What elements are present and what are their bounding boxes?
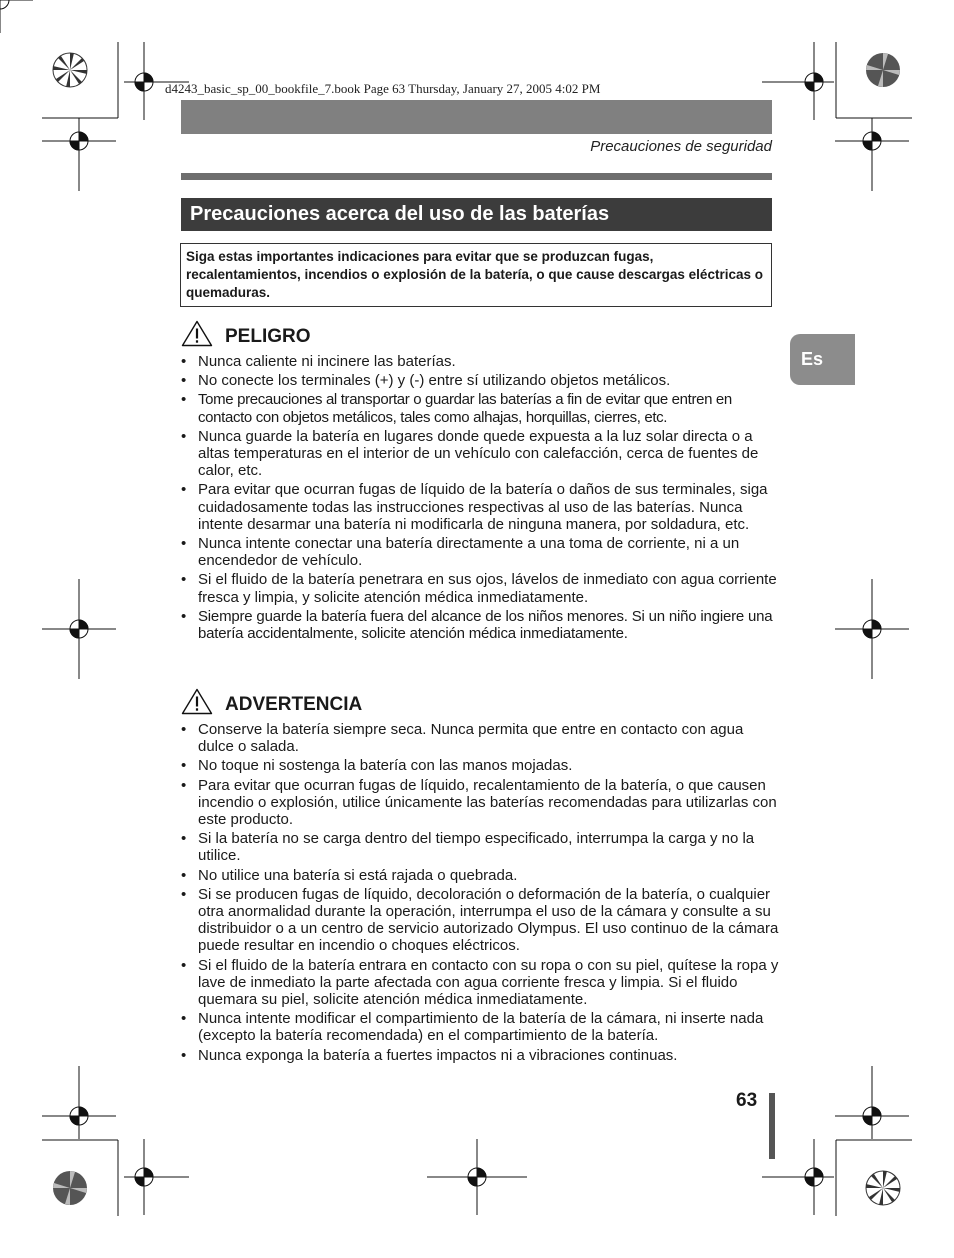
language-tab: Es [790,334,855,385]
list-item: • Si el fluido de la batería penetrara en sus ojos, lávelos de inmediato con agua corriente fresca y limpia, y solicite atención médica inmediatamente. [180,571,780,605]
list-item: • No conecte los terminales (+) y (-) entre sí utilizando objetos metálicos. [180,372,780,389]
advertencia-list [180,721,780,1066]
page-number: 63 [736,1090,758,1111]
list-item: • Tome precauciones al transportar o guardar las baterías a fin de evitar que entren en contacto con objetos metálicos, tales como alhajas, horquillas, cierres, etc. [180,391,780,425]
peligro-label: PELIGRO [225,326,311,347]
warning-triangle-icon [181,320,213,347]
peligro-heading [181,321,311,347]
list-item: • Nunca guarde la batería en lugares donde quede expuesta a la luz solar directa o a altas temperaturas en el interior de un vehículo con calefacción, cerca de fuentes de calor, etc. [180,428,780,480]
list-item: • Si la batería no se carga dentro del tiempo especificado, interrumpa la carga y no la utilice. [180,830,780,864]
page-number-bar [769,1093,775,1159]
list-item: • Si el fluido de la batería entrara en contacto con su ropa o con su piel, quítese la ropa y lave de inmediato la parte afectada con agua corriente fresca y limpia. Si el fluido quemara su piel, solicite atención médica inmediatamente. [180,957,780,1009]
list-item: • No utilice una batería si está rajada o quebrada. [180,867,780,884]
list-item: • Nunca exponga la batería a fuertes impactos ni a vibraciones continuas. [180,1047,780,1064]
running-head: Precauciones de seguridad [590,138,772,155]
list-item: • Conserve la batería siempre seca. Nunca permita que entre en contacto con agua dulce o salada. [180,721,780,755]
section-title: Precauciones acerca del uso de las baterías [181,198,772,231]
list-item: • No toque ni sostenga la batería con las manos mojadas. [180,757,780,774]
advertencia-label: ADVERTENCIA [225,694,363,715]
list-item: • Nunca intente modificar el compartimiento de la batería de la cámara, ni inserte nada (excepto la batería recomendada) en el compartimiento de la batería. [180,1010,780,1044]
advertencia-heading [181,689,362,715]
list-item: • Siempre guarde la batería fuera del alcance de los niños menores. Si un niño ingiere una batería accidentalmente, solicite atención médica inmediatamente. [180,608,780,642]
list-item: • Si se producen fugas de líquido, decoloración o deformación de la batería, o cualquier otra anormalidad durante la operación, interrumpa el uso de la cámara y consulte a su distribuidor o a un centro de servicio autorizado Olympus. El uso continuo de la cámara puede resultar en incendio o choques eléctricos. [180,886,780,955]
list-item: • Nunca intente conectar una batería directamente a una toma de corriente, ni a un encendedor de vehículo. [180,535,780,569]
rule-bar [181,173,772,180]
warning-triangle-icon [181,688,213,715]
list-item: • Nunca caliente ni incinere las baterías. [180,353,780,370]
header-bar [181,100,772,134]
print-header: d4243_basic_sp_00_bookfile_7.book Page 63 Thursday, January 27, 2005 4:02 PM [165,81,601,96]
peligro-list [180,353,780,644]
list-item: • Para evitar que ocurran fugas de líquido, recalentamiento de la batería, o que causen incendio o explosión, utilice únicamente las baterías recomendadas para utilizarlas con este producto. [180,777,780,829]
intro-box: Siga estas importantes indicaciones para evitar que se produzcan fugas, recalentamientos, incendios o explosión de la batería, o que cause descargas eléctricas o quemaduras. [180,243,772,307]
list-item: • Para evitar que ocurran fugas de líquido de la batería o daños de sus terminales, siga cuidadosamente todas las instrucciones respectivas al uso de las baterías. Nunca intente desarmar una batería ni modificarla de ninguna manera, por soldadura, etc. [180,481,780,533]
